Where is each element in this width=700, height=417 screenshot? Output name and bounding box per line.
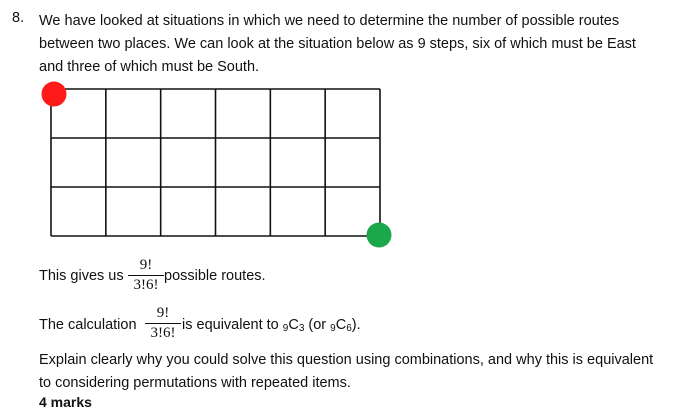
intro-line-3: and three of which must be South. bbox=[39, 59, 260, 75]
calc-text-1: is equivalent to bbox=[182, 317, 283, 333]
calc-text-2: (or bbox=[304, 317, 331, 333]
calc-after bbox=[182, 317, 361, 334]
gives-fraction bbox=[128, 256, 164, 295]
calc-fraction bbox=[145, 304, 181, 343]
explain-line-1: Explain clearly why you could solve this question using combinations, and why this is equivalent bbox=[39, 352, 654, 368]
calc-before: The calculation bbox=[39, 317, 137, 333]
combo-1-c: C bbox=[288, 317, 299, 333]
marks-label: 4 marks bbox=[39, 394, 92, 410]
gives-before: This gives us bbox=[39, 268, 124, 284]
calc-denominator: 3!6! bbox=[150, 325, 176, 341]
end-point-dot bbox=[367, 223, 392, 248]
combo-2-r: 6 bbox=[346, 323, 352, 334]
explain-prompt bbox=[39, 349, 689, 395]
combo-2-c: C bbox=[335, 317, 347, 333]
combo-1-n: 9 bbox=[282, 323, 289, 334]
calc-numerator: 9! bbox=[156, 305, 170, 321]
calc-text-3: ). bbox=[351, 317, 361, 333]
gives-after: possible routes. bbox=[164, 268, 266, 284]
intro-line-1: We have looked at situations in which we need to determine the number of possible routes bbox=[39, 13, 620, 29]
explain-line-2: to considering permutations with repeated items. bbox=[39, 375, 351, 391]
intro-line-2: between two places. We can look at the situation below as 9 steps, six of which must be East bbox=[39, 36, 636, 52]
question-number: 8. bbox=[12, 10, 25, 26]
combo-2-n: 9 bbox=[330, 323, 336, 334]
combo-1-r: 3 bbox=[298, 323, 305, 334]
grid-lines bbox=[51, 89, 380, 236]
gives-denominator: 3!6! bbox=[133, 277, 159, 293]
start-point-dot bbox=[42, 82, 67, 107]
gives-numerator: 9! bbox=[139, 257, 153, 273]
